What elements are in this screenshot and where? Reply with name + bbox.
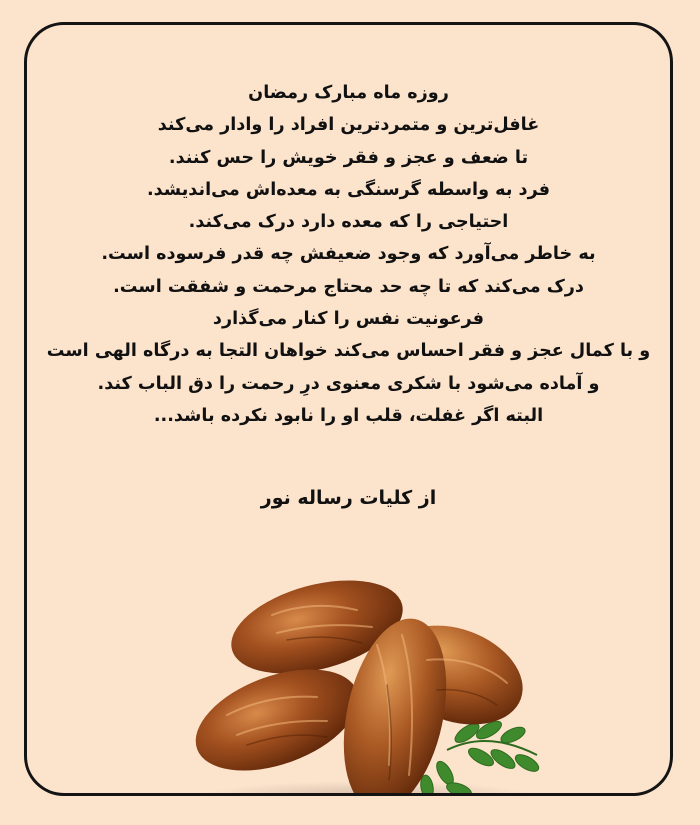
poem-line: و با کمال عجز و فقر احساس می‌کند خواهان التجا به درگاه الهی است — [46, 341, 651, 362]
poem-line: البته اگر غفلت، قلب او را نابود نکرده باشد... — [153, 405, 544, 426]
poem-line: فرعونیت نفس را کنار می‌گذارد — [212, 309, 485, 330]
dates-fruit-icon — [177, 565, 557, 796]
poem-line: و آماده می‌شود با شکری معنوی درِ رحمت را دق الباب کند. — [97, 373, 600, 394]
source-caption: از کلیات رساله نور — [260, 487, 437, 509]
card-frame — [24, 22, 673, 796]
poem-line: فرد به واسطه گرسنگی به معده‌اش می‌اندیشد. — [146, 179, 551, 200]
poem-line: روزه ماه مبارک رمضان — [248, 83, 449, 103]
poem-line: به خاطر می‌آورد که وجود ضعیفش چه قدر فرسوده است. — [101, 244, 596, 265]
poem-line: تا ضعف و عجز و فقر خویش را حس کنند. — [168, 147, 529, 168]
poem-line: درک می‌کند که تا چه حد محتاج مرحمت و شفقت است. — [113, 276, 584, 297]
poem-text — [27, 77, 670, 432]
poem-line: احتیاجی را که معده دارد درک می‌کند. — [188, 212, 509, 233]
poem-line: غافل‌ترین و متمردترین افراد را وادار می‌کند — [157, 115, 540, 136]
